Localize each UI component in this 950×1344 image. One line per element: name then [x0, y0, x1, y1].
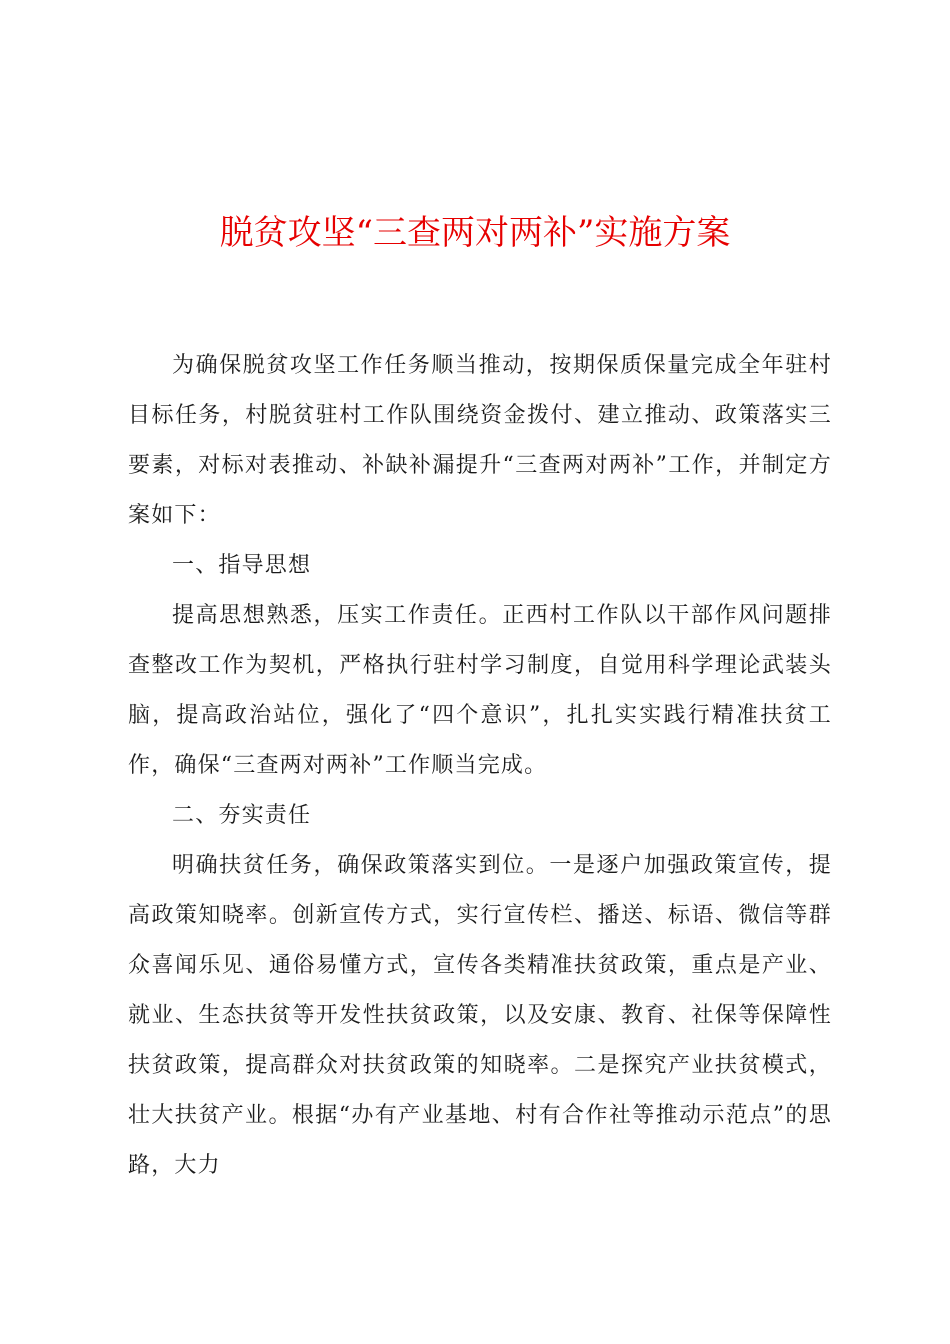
intro-paragraph: 为确保脱贫攻坚工作任务顺当推动，按期保质保量完成全年驻村目标任务，村脱贫驻村工作队围绕资金拨付、建立推动、政策落实三要素，对标对表推动、补缺补漏提升“三查两对两补”工作，并制定方案如下： [128, 353, 832, 528]
section-heading-guiding-thought: 一、指导思想 [172, 553, 312, 578]
document-body [128, 341, 832, 1191]
guiding-thought-paragraph: 提高思想熟悉，压实工作责任。正西村工作队以干部作风问题排查整改工作为契机，严格执行驻村学习制度，自觉用科学理论武装头脑，提高政治站位，强化了“四个意识”，扎扎实实践行精准扶贫工作，确保“三查两对两补”工作顺当完成。 [128, 603, 832, 778]
document-title: 脱贫攻坚“三查两对两补”实施方案 [219, 213, 731, 253]
section-heading-responsibility: 二、夯实责任 [172, 803, 312, 828]
responsibility-paragraph: 明确扶贫任务，确保政策落实到位。一是逐户加强政策宣传，提高政策知晓率。创新宣传方式，实行宣传栏、播送、标语、微信等群众喜闻乐见、通俗易懂方式，宣传各类精准扶贫政策，重点是产业、就业、生态扶贫等开发性扶贫政策，以及安康、教育、社保等保障性扶贫政策，提高群众对扶贫政策的知晓率。二是探究产业扶贫模式，壮大扶贫产业。根据“办有产业基地、村有合作社等推动示范点”的思路，大力 [128, 853, 832, 1178]
